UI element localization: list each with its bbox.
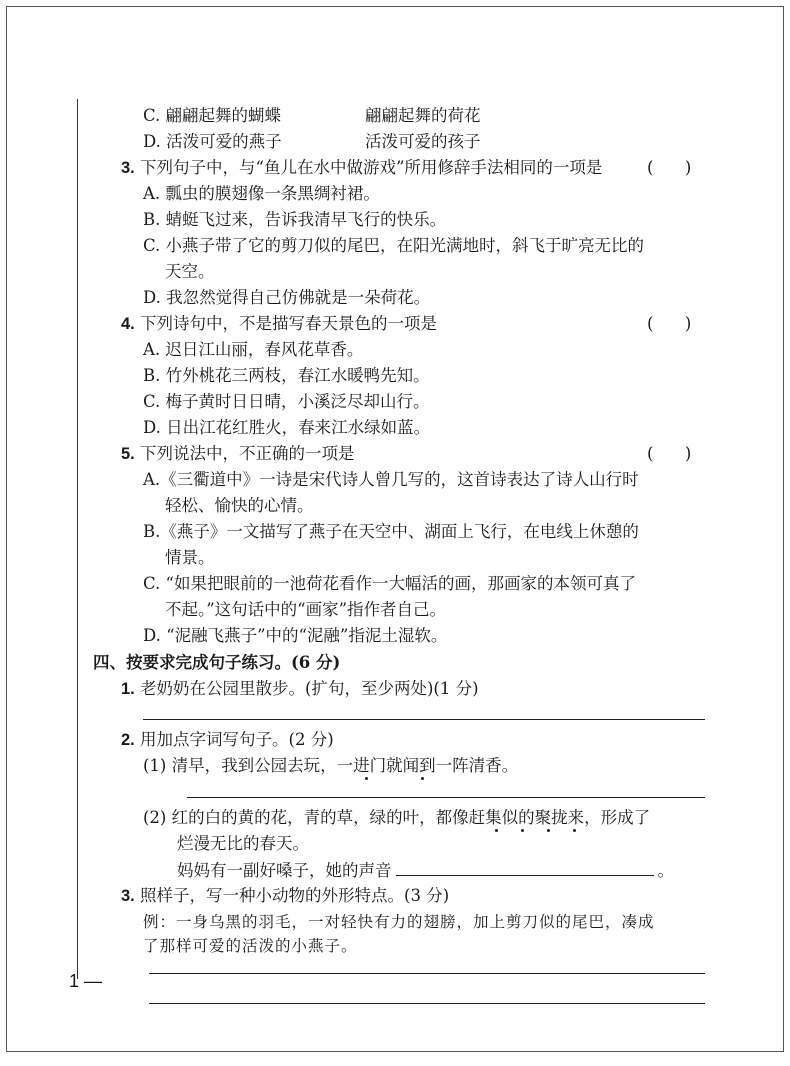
question-number: 1. xyxy=(121,680,135,698)
emphasis-dot xyxy=(547,829,550,832)
option-c-cont: 天空。 xyxy=(165,262,215,281)
prev-option-c xyxy=(143,105,281,127)
section4-q1 xyxy=(121,678,479,700)
end-punct: 。 xyxy=(657,861,674,880)
margin-rule xyxy=(77,99,78,979)
option-c-cont: 不起。”这句话中的“画家”指作者自己。 xyxy=(165,600,447,619)
answer-line[interactable] xyxy=(187,797,705,798)
option-b: B. 竹外桃花三两枝，春江水暖鸭先知。 xyxy=(143,366,430,385)
answer-line[interactable] xyxy=(149,973,705,974)
option-a: A.《三衢道中》一诗是宋代诗人曾几写的，这首诗表达了诗人山行时 xyxy=(143,470,639,489)
answer-paren[interactable]: ( ) xyxy=(647,158,692,177)
option-c: C. 小燕子带了它的剪刀似的尾巴，在阳光满地时，斜飞于旷亮无比的 xyxy=(143,236,645,255)
section4-q2-sub2 xyxy=(143,807,650,829)
prompt-text: 妈妈有一副好嗓子，她的声音 xyxy=(177,861,392,880)
sub-number: (1) xyxy=(143,756,167,775)
question-text: 下列句子中，与“鱼儿在水中做游戏”所用修辞手法相同的一项是 xyxy=(140,158,603,177)
question-4-stem xyxy=(121,313,437,335)
question-text: 老奶奶在公园里散步。(扩句，至少两处)(1 分) xyxy=(140,679,479,698)
emphasis-dot xyxy=(573,829,576,832)
fill-blank[interactable] xyxy=(396,859,654,876)
option-a-cont: 轻松、愉快的心情。 xyxy=(165,496,314,515)
page-number: 1 — xyxy=(69,971,103,991)
example-line-1: 例：一身乌黑的羽毛，一对轻快有力的翅膀，加上剪刀似的尾巴，凑成 xyxy=(143,913,655,931)
answer-line[interactable] xyxy=(149,1003,705,1004)
question-text: 照样子，写一种小动物的外形特点。(3 分) xyxy=(140,886,450,905)
option-c: C. 梅子黄时日日晴，小溪泛尽却山行。 xyxy=(143,392,430,411)
sub-number: (2) xyxy=(143,808,167,827)
prev-option-d-pair xyxy=(365,131,481,153)
question-text: 下列诗句中，不是描写春天景色的一项是 xyxy=(140,314,438,333)
sub-text: 清早，我到公园去玩，一进门就闻到一阵清香。 xyxy=(171,756,519,775)
question-text: 下列说法中，不正确的一项是 xyxy=(140,444,355,463)
emphasis-dot xyxy=(365,777,368,780)
worksheet-page xyxy=(6,6,784,1052)
option-d: D. 我忽然觉得自己仿佛就是一朵荷花。 xyxy=(143,288,431,307)
option-b: B. 蜻蜓飞过来，告诉我清早飞行的快乐。 xyxy=(143,210,447,229)
answer-paren[interactable]: ( ) xyxy=(647,314,692,333)
answer-line[interactable] xyxy=(143,719,705,720)
option-b-cont: 情景。 xyxy=(165,548,215,567)
section4-q2 xyxy=(121,729,334,751)
answer-paren[interactable]: ( ) xyxy=(647,444,692,463)
option-b: B.《燕子》一文描写了燕子在天空中、湖面上飞行，在电线上休憩的 xyxy=(143,522,639,541)
option-c: C. “如果把眼前的一池荷花看作一大幅活的画，那画家的本领可真了 xyxy=(143,574,636,593)
question-number: 2. xyxy=(121,731,135,749)
option-text: D. 活泼可爱的燕子 xyxy=(143,132,282,151)
question-number: 3. xyxy=(121,159,135,177)
emphasis-dot xyxy=(521,829,524,832)
question-number: 3. xyxy=(121,887,135,905)
option-a: A. 迟日江山丽，春风花草香。 xyxy=(143,340,364,359)
emphasis-dot xyxy=(495,829,498,832)
sub-text: 红的白的黄的花，青的草，绿的叶，都像赶集似的聚拢来，形成了 xyxy=(171,808,651,827)
section4-q2-sub2-prompt xyxy=(177,859,674,882)
question-text: 用加点字词写句子。(2 分) xyxy=(140,730,334,749)
option-pair-text: 活泼可爱的孩子 xyxy=(365,132,481,151)
question-5-stem xyxy=(121,443,355,465)
option-text: C. 翩翩起舞的蝴蝶 xyxy=(143,106,282,125)
option-a: A. 瓢虫的膜翅像一条黑绸衬裙。 xyxy=(143,184,380,203)
question-number: 5. xyxy=(121,445,135,463)
option-d: D. “泥融飞燕子”中的“泥融”指泥土湿软。 xyxy=(143,626,448,645)
section-4-title: 四、按要求完成句子练习。(6 分) xyxy=(93,653,341,672)
example-line-2: 了那样可爱的活泼的小燕子。 xyxy=(143,937,358,955)
question-3-stem xyxy=(121,157,602,179)
emphasis-dot xyxy=(421,777,424,780)
section4-q2-sub1 xyxy=(143,755,518,777)
option-pair-text: 翩翩起舞的荷花 xyxy=(365,106,481,125)
prev-option-c-pair xyxy=(365,105,481,127)
option-d: D. 日出江花红胜火，春来江水绿如蓝。 xyxy=(143,418,431,437)
section4-q3 xyxy=(121,885,449,907)
section4-q2-sub2-cont: 烂漫无比的春天。 xyxy=(177,834,309,853)
question-number: 4. xyxy=(121,315,135,333)
prev-option-d xyxy=(143,131,282,153)
